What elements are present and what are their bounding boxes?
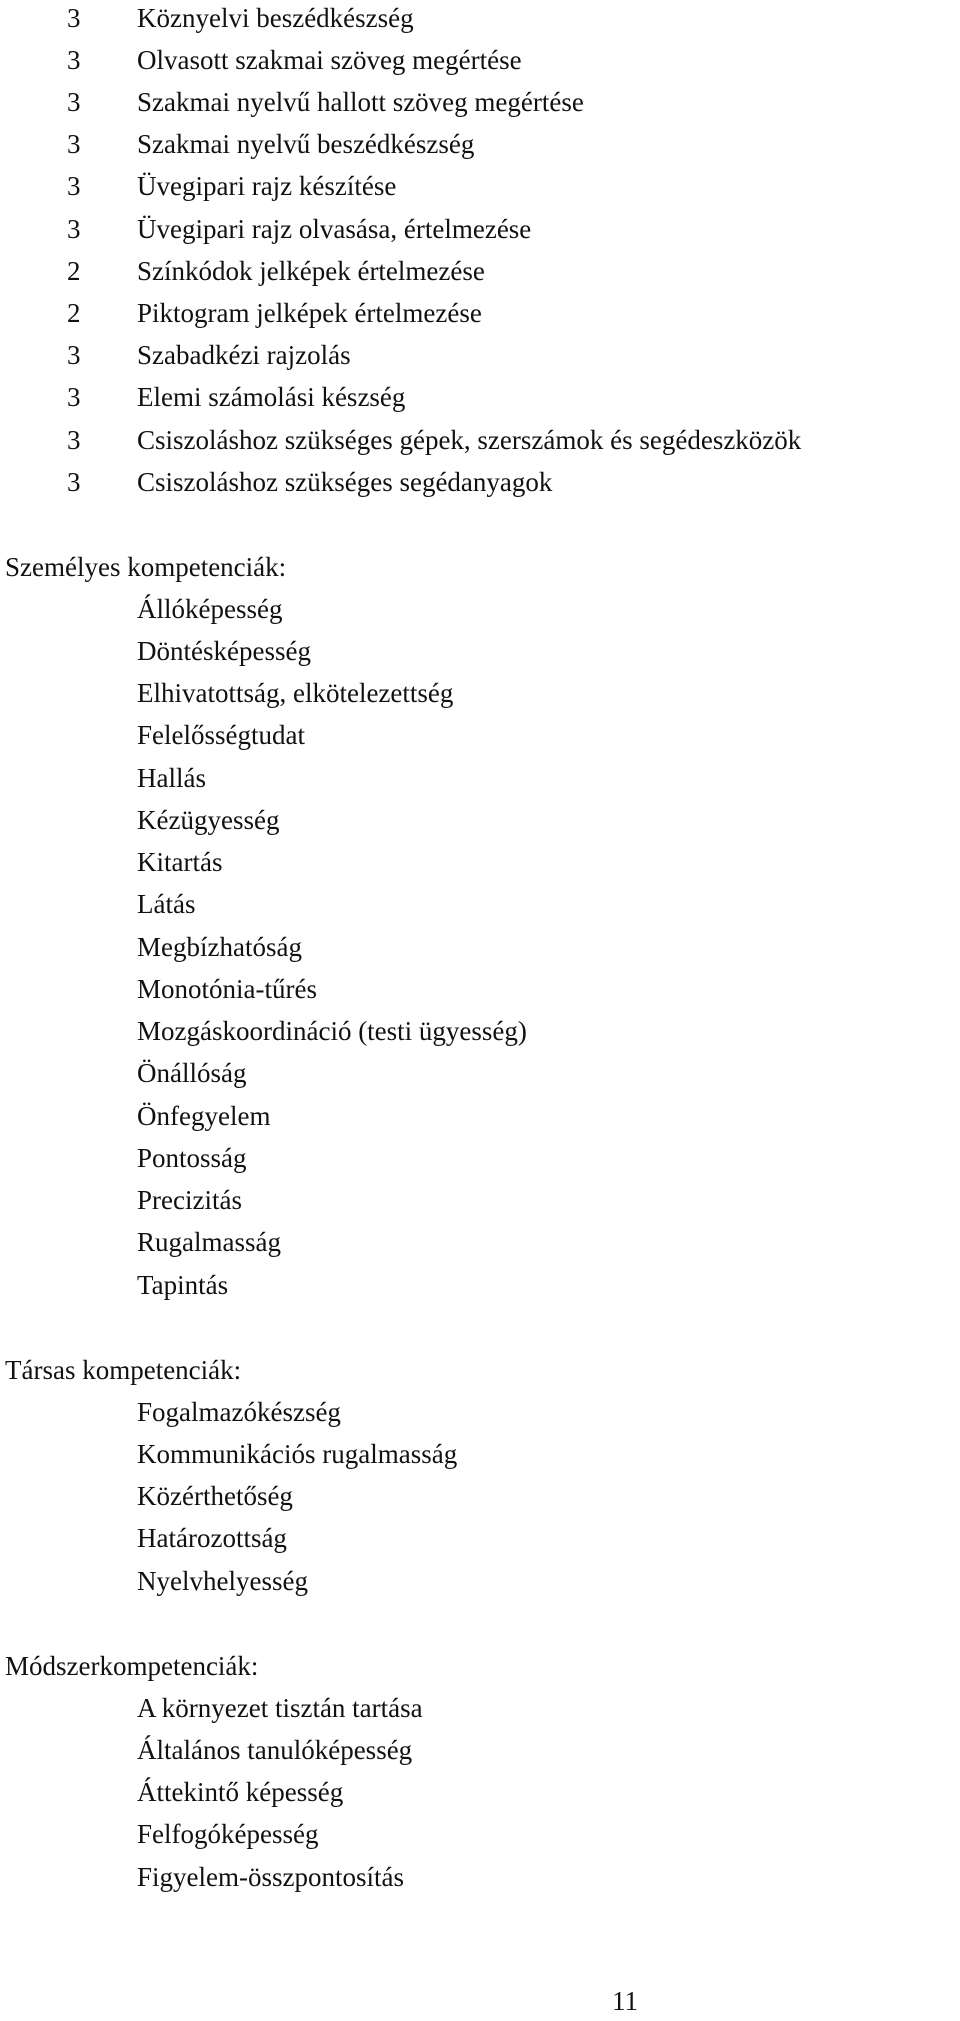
- skill-text: Csiszoláshoz szükséges segédanyagok: [137, 467, 553, 497]
- competency-item: Mozgáskoordináció (testi ügyesség): [137, 1016, 527, 1046]
- competency-item: Általános tanulóképesség: [137, 1735, 413, 1765]
- competency-item: Kommunikációs rugalmasság: [137, 1439, 458, 1469]
- competency-item: Döntésképesség: [137, 636, 311, 666]
- competency-item: Rugalmasság: [137, 1227, 281, 1257]
- competency-item: Hallás: [137, 763, 206, 793]
- skill-text: Üvegipari rajz készítése: [137, 171, 397, 201]
- skill-level: 3: [67, 3, 81, 33]
- competency-item: A környezet tisztán tartása: [137, 1693, 423, 1723]
- skill-level: 3: [67, 214, 81, 244]
- competency-item: Kézügyesség: [137, 805, 280, 835]
- skill-level: 3: [67, 382, 81, 412]
- competency-item: Figyelem-összpontosítás: [137, 1862, 404, 1892]
- competency-item: Önfegyelem: [137, 1101, 271, 1131]
- competency-item: Közérthetőség: [137, 1481, 293, 1511]
- section-heading: Társas kompetenciák:: [5, 1355, 242, 1385]
- page-number: 11: [612, 1986, 638, 2016]
- skill-text: Szabadkézi rajzolás: [137, 340, 351, 370]
- skill-level: 3: [67, 87, 81, 117]
- skill-level: 3: [67, 425, 81, 455]
- skill-level: 3: [67, 129, 81, 159]
- competency-item: Precizitás: [137, 1185, 242, 1215]
- competency-item: Látás: [137, 889, 196, 919]
- skill-level: 2: [67, 256, 81, 286]
- competency-item: Állóképesség: [137, 594, 283, 624]
- skill-text: Elemi számolási készség: [137, 382, 406, 412]
- competency-item: Megbízhatóság: [137, 932, 302, 962]
- skill-level: 2: [67, 298, 81, 328]
- competency-item: Felfogóképesség: [137, 1819, 319, 1849]
- competency-item: Monotónia-tűrés: [137, 974, 317, 1004]
- skill-text: Szakmai nyelvű beszédkészség: [137, 129, 475, 159]
- competency-item: Határozottság: [137, 1523, 287, 1553]
- competency-item: Kitartás: [137, 847, 223, 877]
- competency-item: Önállóság: [137, 1058, 247, 1088]
- skill-level: 3: [67, 171, 81, 201]
- skill-level: 3: [67, 340, 81, 370]
- competency-item: Felelősségtudat: [137, 720, 305, 750]
- competency-item: Pontosság: [137, 1143, 247, 1173]
- section-heading: Módszerkompetenciák:: [5, 1651, 259, 1681]
- competency-item: Nyelvhelyesség: [137, 1566, 308, 1596]
- competency-item: Tapintás: [137, 1270, 229, 1300]
- skill-text: Csiszoláshoz szükséges gépek, szerszámok és segédeszközök: [137, 425, 802, 455]
- competency-item: Elhivatottság, elkötelezettség: [137, 678, 454, 708]
- section-heading: Személyes kompetenciák:: [5, 552, 287, 582]
- skill-text: Üvegipari rajz olvasása, értelmezése: [137, 214, 532, 244]
- skill-text: Olvasott szakmai szöveg megértése: [137, 45, 522, 75]
- competency-item: Áttekintő képesség: [137, 1777, 344, 1807]
- skill-level: 3: [67, 467, 81, 497]
- skill-text: Köznyelvi beszédkészség: [137, 3, 414, 33]
- skill-text: Piktogram jelképek értelmezése: [137, 298, 482, 328]
- competency-item: Fogalmazókészség: [137, 1397, 341, 1427]
- skill-text: Szakmai nyelvű hallott szöveg megértése: [137, 87, 584, 117]
- skill-text: Színkódok jelképek értelmezése: [137, 256, 485, 286]
- skill-level: 3: [67, 45, 81, 75]
